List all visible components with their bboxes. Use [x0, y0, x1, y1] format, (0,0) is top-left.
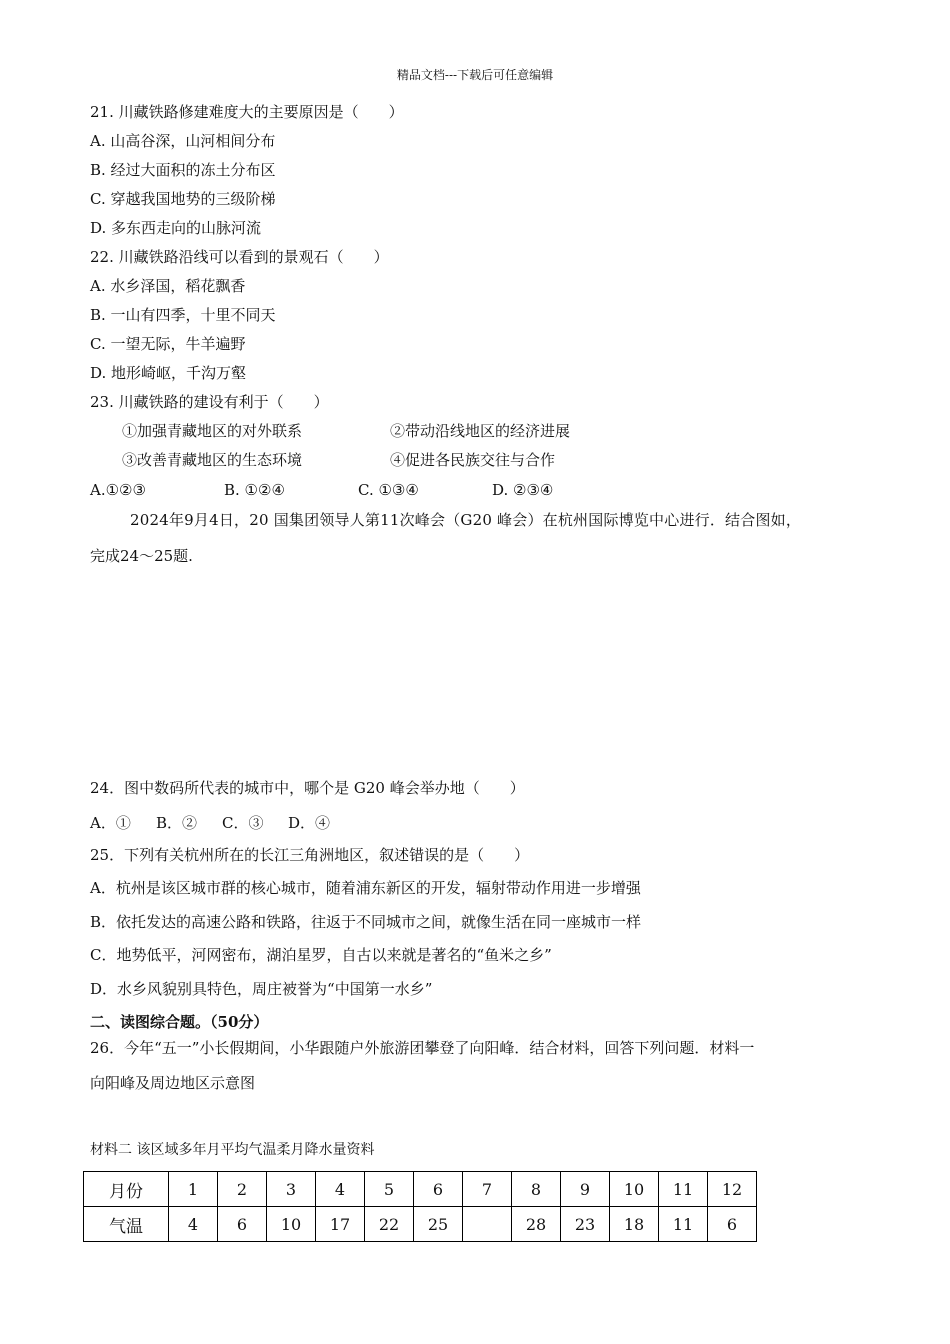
- table-row-temperature: [84, 1207, 757, 1242]
- question-21-stem: 21. 川藏铁路修建难度大的主要原因是（ ）: [90, 103, 404, 121]
- question-24-option-b: B．②: [156, 814, 198, 832]
- question-23-stem: 23. 川藏铁路的建设有利于（ ）: [90, 393, 329, 411]
- question-21-option-b: B. 经过大面积的冻土分布区: [90, 161, 276, 179]
- table-cell: 28: [512, 1207, 561, 1242]
- table-cell: 4: [169, 1207, 218, 1242]
- table-cell: 22: [365, 1207, 414, 1242]
- table-cell: 18: [610, 1207, 659, 1242]
- question-23-item-3: ③改善青藏地区的生态环境: [122, 451, 303, 469]
- passage-line-2: 完成24～25题.: [90, 547, 193, 565]
- question-22-option-d: D. 地形崎岖，千沟万壑: [90, 364, 247, 382]
- question-22-stem: 22. 川藏铁路沿线可以看到的景观石（ ）: [90, 248, 389, 266]
- question-24-option-c: C．③: [222, 814, 264, 832]
- page-header: 精品文档---下载后可任意编辑: [396, 68, 554, 82]
- question-23-option-a: A.①②③: [90, 481, 146, 499]
- question-22-option-b: B. 一山有四季，十里不同天: [90, 306, 276, 324]
- table-cell: 8: [512, 1172, 561, 1207]
- table-cell: 9: [561, 1172, 610, 1207]
- table-cell: 2: [218, 1172, 267, 1207]
- question-21-option-d: D. 多东西走向的山脉河流: [90, 219, 262, 237]
- question-24-option-d: D．④: [288, 814, 331, 832]
- question-23-item-4: ④促进各民族交往与合作: [390, 451, 556, 469]
- question-23-item-2: ②带动沿线地区的经济进展: [390, 422, 571, 440]
- table-row-month: [84, 1172, 757, 1207]
- climate-table: [83, 1171, 757, 1242]
- question-26-line-1: 26．今年“五一”小长假期间，小华跟随户外旅游团攀登了向阳峰．结合材料，回答下列问题．材料一: [90, 1039, 755, 1057]
- table-cell: 25: [414, 1207, 463, 1242]
- question-21-option-a: A. 山高谷深，山河相间分布: [90, 132, 276, 150]
- table-cell: 5: [365, 1172, 414, 1207]
- table-cell: 17: [316, 1207, 365, 1242]
- question-22-option-a: A. 水乡泽国，稻花飘香: [90, 277, 246, 295]
- table-cell: 10: [610, 1172, 659, 1207]
- table-cell: 11: [659, 1172, 708, 1207]
- question-24-stem: 24．图中数码所代表的城市中，哪个是 G20 峰会举办地（ ）: [90, 779, 525, 797]
- question-25-option-b: B．依托发达的高速公路和铁路，往返于不同城市之间，就像生活在同一座城市一样: [90, 913, 642, 931]
- table-cell: 1: [169, 1172, 218, 1207]
- question-23-option-d: D. ②③④: [492, 481, 554, 499]
- question-25-option-a: A．杭州是该区城市群的核心城市，随着浦东新区的开发，辐射带动作用进一步增强: [90, 879, 641, 897]
- table-cell: 3: [267, 1172, 316, 1207]
- table-cell: 6: [218, 1207, 267, 1242]
- table-cell: 23: [561, 1207, 610, 1242]
- question-25-stem: 25．下列有关杭州所在的长江三角洲地区，叙述错误的是（ ）: [90, 846, 530, 864]
- passage-line-1: 2024年9月4日，20 国集团领导人第11次峰会（G20 峰会）在杭州国际博览中心进行．结合图如，: [130, 511, 802, 529]
- table-cell: 12: [708, 1172, 757, 1207]
- table-cell: 10: [267, 1207, 316, 1242]
- question-21-option-c: C. 穿越我国地势的三级阶梯: [90, 190, 276, 208]
- table-cell: 4: [316, 1172, 365, 1207]
- table-cell: 6: [414, 1172, 463, 1207]
- question-25-option-c: C．地势低平，河网密布，湖泊星罗，自古以来就是著名的“鱼米之乡”: [90, 946, 552, 964]
- question-23-item-1: ①加强青藏地区的对外联系: [122, 422, 303, 440]
- question-23-option-c: C. ①③④: [358, 481, 419, 499]
- material-2-caption: 材料二 该区域多年月平均气温柔月降水量资料: [90, 1142, 375, 1158]
- table-cell: 11: [659, 1207, 708, 1242]
- table-cell: [463, 1207, 512, 1242]
- question-26-line-2: 向阳峰及周边地区示意图: [90, 1074, 256, 1092]
- table-header-cell: 月份: [84, 1172, 169, 1207]
- question-25-option-d: D．水乡风貌别具特色，周庄被誉为“中国第一水乡”: [90, 980, 433, 998]
- question-22-option-c: C. 一望无际，牛羊遍野: [90, 335, 246, 353]
- question-23-option-b: B. ①②④: [224, 481, 285, 499]
- map-figure-placeholder: [90, 580, 860, 765]
- table-header-cell: 气温: [84, 1207, 169, 1242]
- section-2-heading: 二、读图综合题。（50分）: [90, 1013, 269, 1031]
- question-24-option-a: A．①: [90, 814, 131, 832]
- table-cell: 7: [463, 1172, 512, 1207]
- table-cell: 6: [708, 1207, 757, 1242]
